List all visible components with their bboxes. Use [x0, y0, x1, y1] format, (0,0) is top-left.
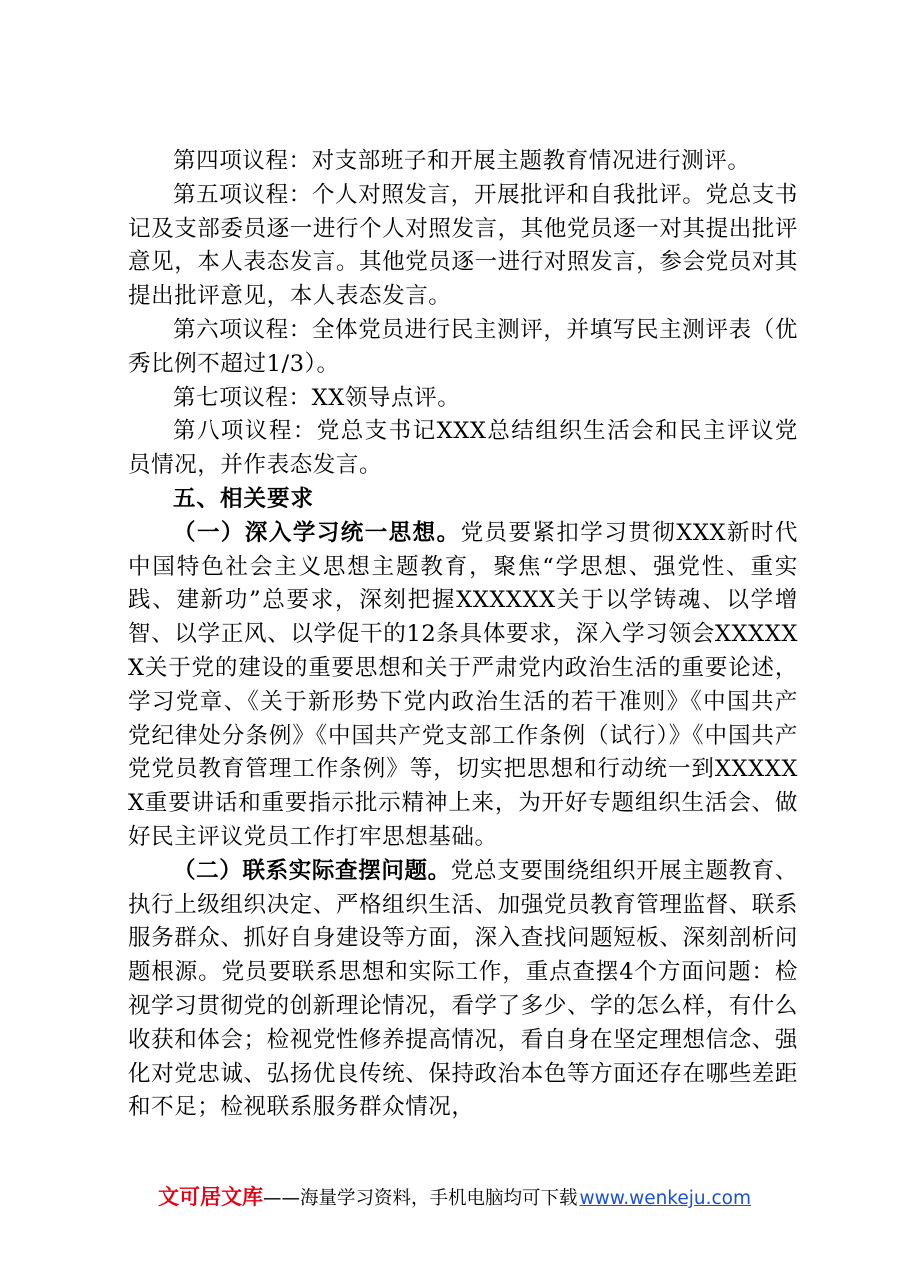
footer-slogan: ——海量学习资料，手机电脑均可下载: [262, 1188, 578, 1209]
footer-banner: [0, 1181, 909, 1211]
agenda-item-6: 第六项议程：全体党员进行民主测评，并填写民主测评表（优秀比例不超过1/3）。: [128, 316, 798, 377]
section-heading: 五、相关要求: [173, 485, 315, 512]
requirement-2-lead: （二）联系实际查摆问题。: [173, 857, 451, 884]
agenda-item-8: 第八项议程：党总支书记XXX总结组织生活会和民主评议党员情况，并作表态发言。: [128, 418, 798, 479]
requirement-2: [128, 855, 798, 1125]
requirement-1-body: 党员要紧扣学习贯彻XXX新时代中国特色社会主义思想主题教育，聚焦“学思想、强党性、重实践、建新功”总要求，深刻把握XXXXXX关于以学铸魂、以学增智、以学正风、以学促干的12条具体要求，深入学习领会XXXXXX关于党的建设的重要思想和关于严肃党内政治生活的重要论述，学习党章、《关于新形势下党内政治生活的若干准则》《中国共产党纪律处分条例》《中国共产党支部工作条例（试行）》《中国共产党党员教育管理工作条例》等，切实把思想和行动统一到XXXXXX重要讲话和重要指示批示精神上来，为开好专题组织生活会、做好民主评议党员工作打牢思想基础。: [128, 519, 799, 850]
document-page: [128, 145, 798, 1125]
footer-brand: 文可居文库: [157, 1185, 263, 1209]
requirement-1-lead: （一）深入学习统一思想。: [173, 519, 461, 546]
agenda-item-7: 第七项议程：XX领导点评。: [173, 384, 461, 411]
requirement-2-body: 党总支要围绕组织开展主题教育、执行上级组织决定、严格组织生活、加强党员教育管理监督、联系服务群众、抓好自身建设等方面，深入查找问题短板、深刻剖析问题根源。党员要联系思想和实际工作，重点查摆4个方面问题：检视学习贯彻党的创新理论情况，看学了多少、学的怎么样，有什么收获和体会；检视党性修养提高情况，看自身在坚定理想信念、强化对党忠诚、弘扬优良传统、保持政治本色等方面还存在哪些差距和不足；检视联系服务群众情况，: [128, 857, 798, 1121]
requirement-1: [128, 517, 798, 855]
footer-url-link[interactable]: www.wenkeju.com: [579, 1188, 752, 1209]
agenda-item-4: 第四项议程：对支部班子和开展主题教育情况进行测评。: [173, 148, 751, 174]
agenda-item-5: 第五项议程：个人对照发言，开展批评和自我批评。党总支书记及支部委员逐一进行个人对照发言，其他党员逐一对其提出批评意见，本人表态发言。其他党员逐一进行对照发言，参会党员对其提出批评意见，本人表态发言。: [128, 181, 798, 310]
